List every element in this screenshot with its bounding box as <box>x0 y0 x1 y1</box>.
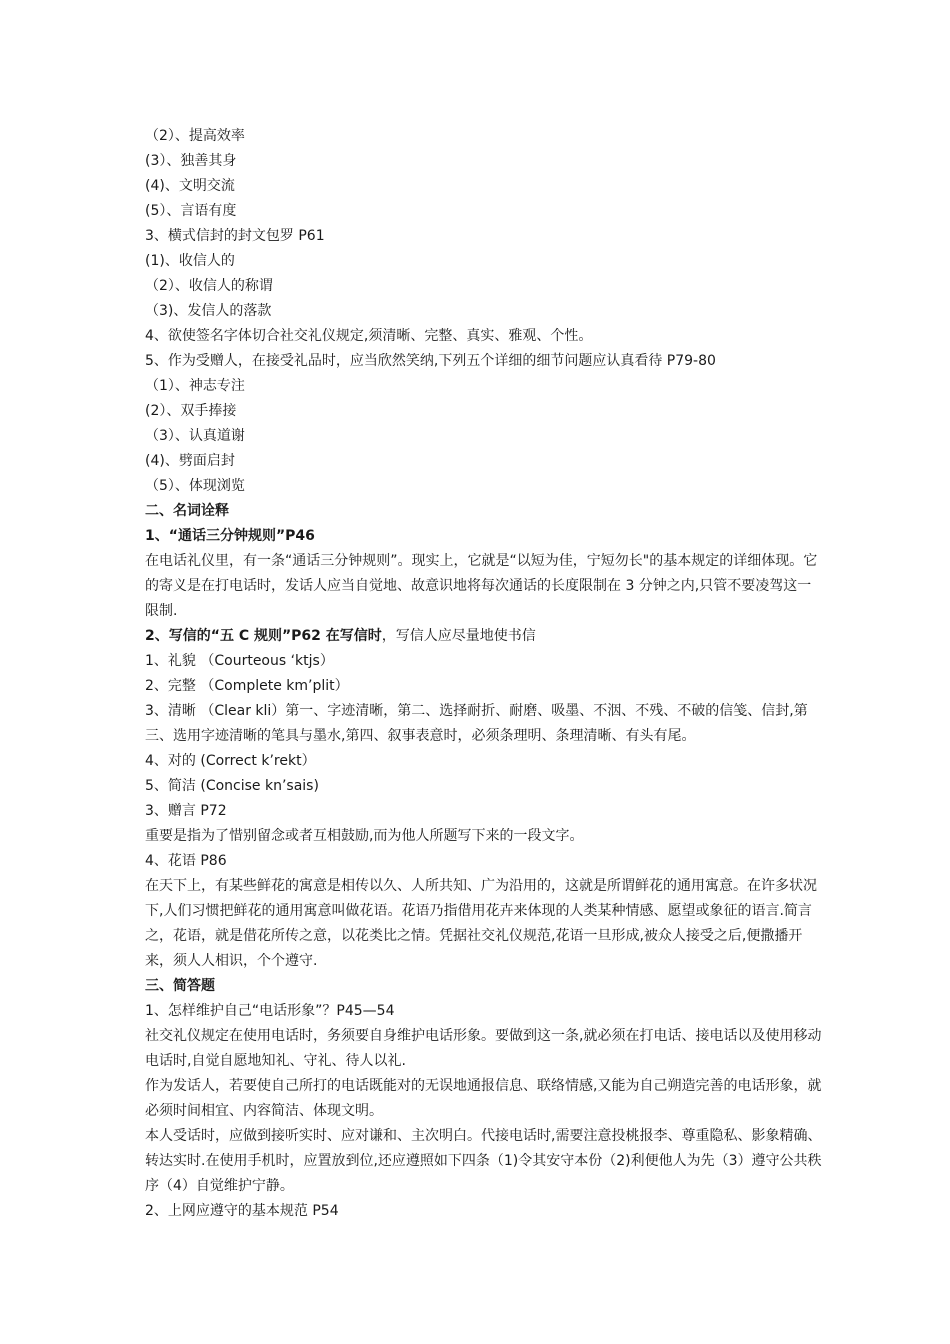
list-item: 4、对的 (Correct k’rekt） <box>145 753 316 769</box>
list-item: （1）、神志专注 <box>145 378 245 394</box>
question-heading: 5、作为受赠人，在接受礼品时，应当欣然笑纳,下列五个详细的细节问题应认真看待 P79-80 <box>145 353 716 369</box>
term-heading-rest: ，写信人应尽量地使书信 <box>381 628 536 644</box>
list-item: (3）、独善其身 <box>145 153 237 169</box>
list-item: (1)、收信人的 <box>145 253 235 269</box>
list-item: (2）、双手捧接 <box>145 403 237 419</box>
term-heading: 1、“通话三分钟规则”P46 <box>145 528 315 544</box>
list-item: （2）、收信人的称谓 <box>145 278 273 294</box>
term-heading: 4、花语 P86 <box>145 853 227 869</box>
term-body: 在天下上，有某些鲜花的寓意是相传以久、人所共知、广为沿用的，这就是所谓鲜花的通用寓意。在许多状况下,人们习惯把鲜花的通用寓意叫做花语。花语乃指借用花卉来体现的人类某种情感、愿望或象征的语言.简言之，花语，就是借花所传之意，以花类比之情。凭据社交礼仪规范,花语一旦形成,被众人接受之后,便撒播开来，须人人相识，个个遵守. <box>145 878 817 969</box>
list-item: (4)、文明交流 <box>145 178 235 194</box>
answer-paragraph: 本人受话时，应做到接听实时、应对谦和、主次明白。代接电话时,需要注意投桃报李、尊重隐私、影象精确、转达实时.在使用手机时，应置放到位,还应遵照如下四条（1)令其安守本份（2)利便他人为先（3）遵守公共秩序（4）自觉维护宁静。 <box>145 1128 822 1194</box>
term-heading <box>145 624 825 649</box>
list-item: （3）、认真道谢 <box>145 428 245 444</box>
section-heading: 二、名词诠释 <box>145 503 229 519</box>
answer-paragraph: 社交礼仪规定在使用电话时，务须要自身维护电话形象。要做到这一条,就必须在打电话、接电话以及使用移动电话时,自觉自愿地知礼、守礼、待人以礼. <box>145 1028 822 1069</box>
list-item: 5、简洁 (Concise kn’sais) <box>145 778 319 794</box>
question-heading: 3、横式信封的封文包罗 P61 <box>145 228 325 244</box>
list-item: (4)、劈面启封 <box>145 453 235 469</box>
question-heading: 4、欲使签名字体切合社交礼仪规定,须清晰、完整、真实、雅观、个性。 <box>145 328 593 344</box>
document-page <box>145 124 825 1224</box>
list-item: （2）、提高效率 <box>145 128 245 144</box>
list-item: （3)、发信人的落款 <box>145 303 272 319</box>
list-item: 3、清晰 （Clear kli）第一、字迹清晰，第二、选择耐折、耐磨、吸墨、不洇、不残、不破的信笺、信封,第三、选用字迹清晰的笔具与墨水,第四、叙事表意时，必须条理明、条理清晰、有头有尾。 <box>145 703 808 744</box>
term-heading: 3、赠言 P72 <box>145 803 227 819</box>
question-heading: 1、怎样维护自己“电话形象”？P45—54 <box>145 1003 395 1019</box>
term-body: 重要是指为了惜别留念或者互相鼓励,而为他人所题写下来的一段文字。 <box>145 828 584 844</box>
list-item: 2、完整 （Complete km’plit） <box>145 678 349 694</box>
list-item: 1、礼貌 （Courteous ‘ktjs） <box>145 653 334 669</box>
list-item: （5）、体现浏览 <box>145 478 245 494</box>
answer-paragraph: 作为发话人，若要使自己所打的电话既能对的无误地通报信息、联络情感,又能为自己朔造完善的电话形象，就必须时间相宜、内容简洁、体现文明。 <box>145 1078 822 1119</box>
term-body: 在电话礼仪里，有一条“通话三分钟规则”。现实上，它就是“以短为佳，宁短勿长"的基本规定的详细体现。它的寄义是在打电话时，发话人应当自觉地、故意识地将每次通话的长度限制在 3 分钟之内,只管不要凌驾这一限制. <box>145 553 818 619</box>
question-heading: 2、上网应遵守的基本规范 P54 <box>145 1203 339 1219</box>
section-heading: 三、简答题 <box>145 978 215 994</box>
term-heading-bold: 2、写信的“五 C 规则”P62 在写信时 <box>145 628 382 644</box>
list-item: (5）、言语有度 <box>145 203 237 219</box>
